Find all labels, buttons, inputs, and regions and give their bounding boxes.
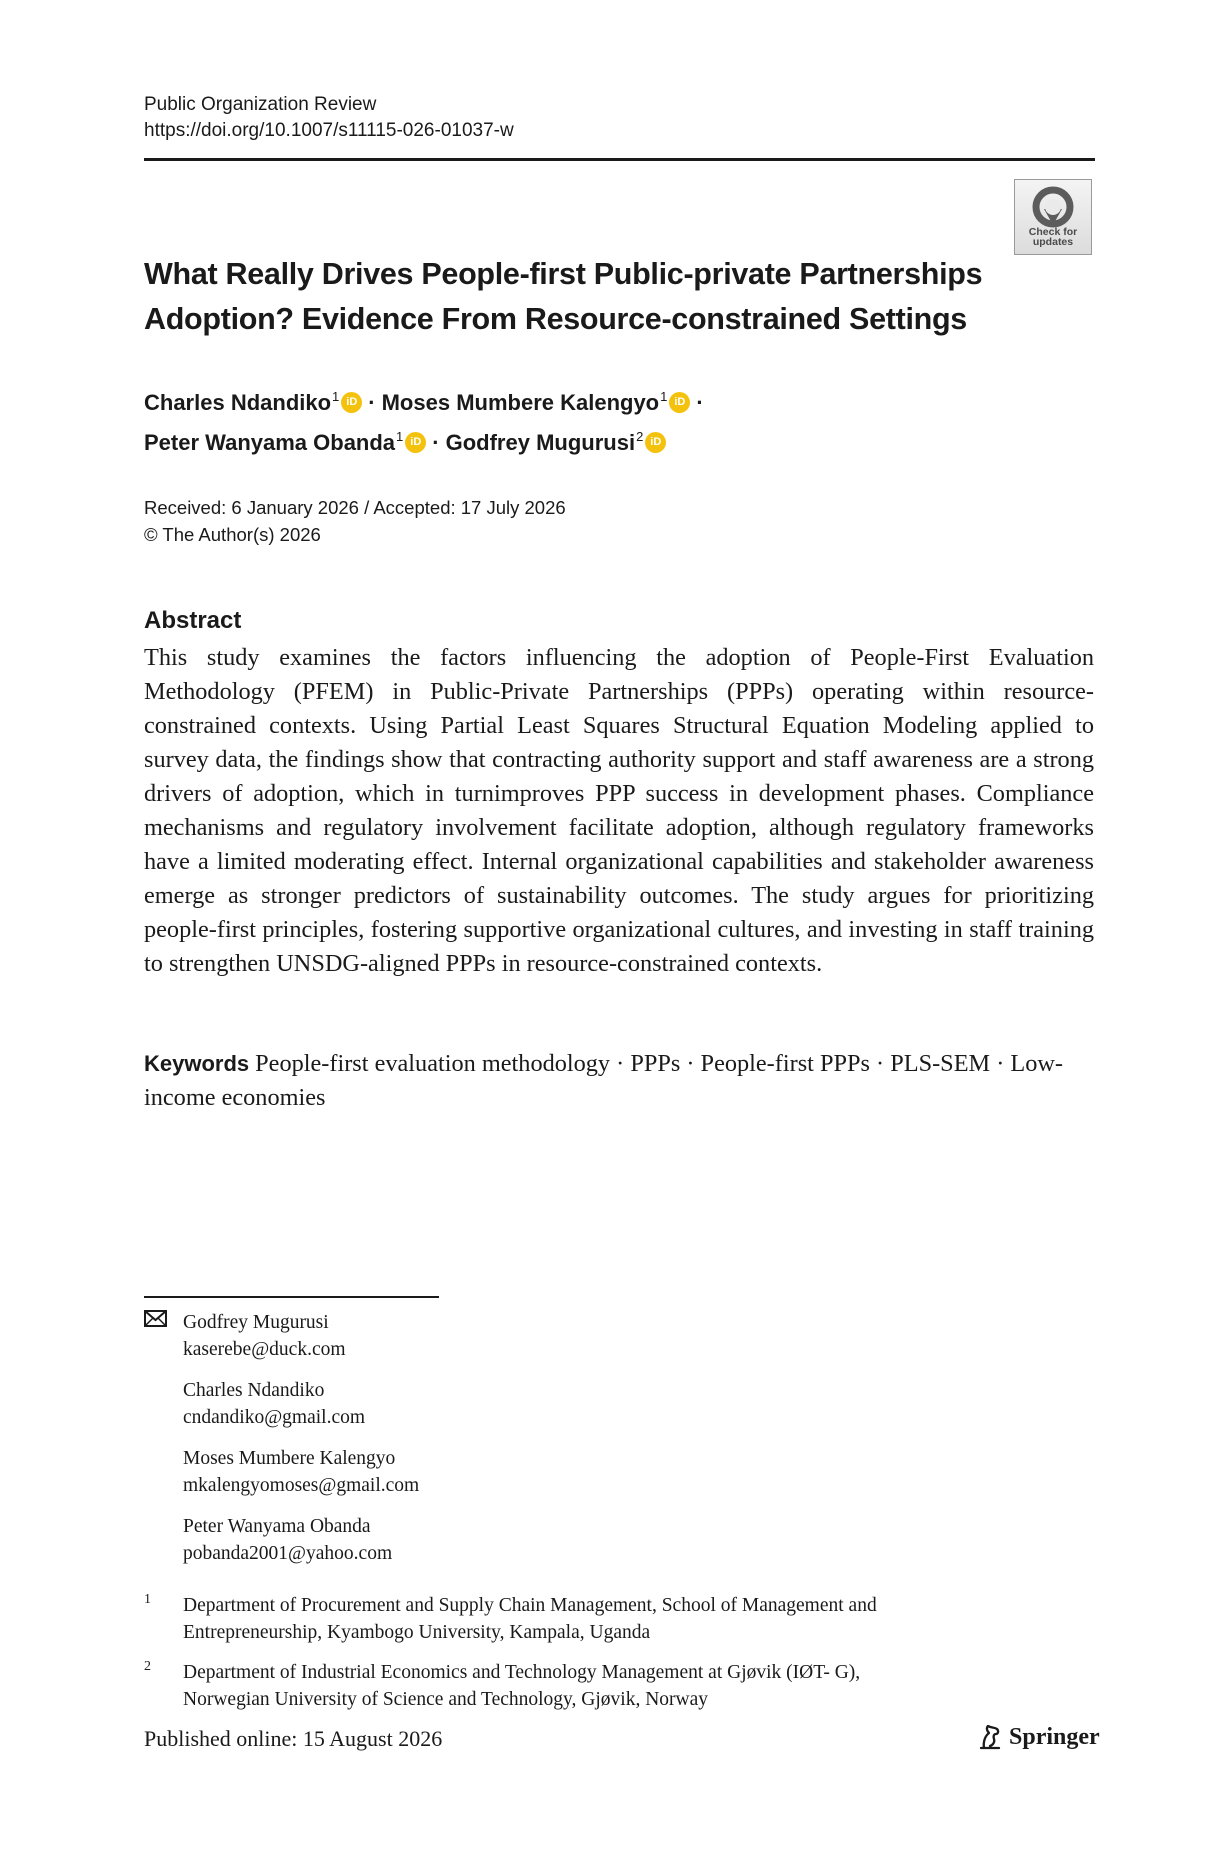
check-for-updates-icon: [1032, 186, 1074, 228]
author-1[interactable]: Charles Ndandiko$^1$ iD: [144, 390, 362, 415]
author-separator: ·: [368, 390, 376, 415]
contact-name: Peter Wanyama Obanda: [183, 1516, 371, 1537]
publisher-logo: Springer: [1009, 1724, 1100, 1750]
doi-link[interactable]: https://doi.org/10.1007/s11115-026-01037-w: [144, 120, 514, 141]
orcid-icon[interactable]: iD: [405, 432, 426, 453]
received-accepted: Received: 6 January 2026 / Accepted: 17 July 2026: [144, 497, 566, 518]
article-dates: [144, 494, 566, 548]
author-4[interactable]: Godfrey Mugurusi$^2$ iD: [446, 430, 667, 455]
journal-name: Public Organization Review: [144, 94, 377, 115]
contact-4: [183, 1513, 392, 1567]
contact-email[interactable]: kaserebe@duck.com: [183, 1339, 346, 1360]
author-separator: ·: [696, 390, 704, 415]
keywords: [144, 1047, 1094, 1115]
orcid-icon[interactable]: iD: [645, 432, 666, 453]
affiliation-number: 1: [144, 1592, 151, 1607]
abstract-text: This study examines the factors influencing the adoption of People-First Evaluation Methodology (PFEM) in Public-Private Partnerships (PPPs) operating within resource-constrained contexts. Using Partial Least Squares Structural Equation Modeling applied to survey data, the findings show that contracting authority support and staff awareness are a strong drivers of adoption, which in turnimproves PPP success in development phases. Compliance mechanisms and regulatory involvement facilitate adoption, although regulatory frameworks have a limited moderating effect. Internal organizational capabilities and stakeholder awareness emerge as stronger predictors of sustainability outcomes. The study argues for prioritizing people-first principles, fostering supportive organizational cultures, and investing in staff training to strengthen UNSDG-aligned PPPs in resource-constrained contexts.: [144, 644, 1094, 977]
contact-email[interactable]: mkalengyomoses@gmail.com: [183, 1475, 420, 1496]
keywords-text: People-first evaluation methodology · PPPs · People-first PPPs · PLS-SEM · Low-income economies: [144, 1050, 1064, 1111]
copyright: © The Author(s) 2026: [144, 524, 321, 545]
abstract-heading: Abstract: [144, 607, 242, 634]
article-title: What Really Drives People-first Public-private Partnerships Adoption? Evidence From Resource-constrained Settings: [144, 257, 983, 336]
journal-header: [144, 92, 514, 144]
contact-email[interactable]: cndandiko@gmail.com: [183, 1407, 366, 1428]
contact-3: [183, 1445, 419, 1499]
envelope-icon[interactable]: [144, 1310, 167, 1327]
contact-name: Charles Ndandiko: [183, 1380, 325, 1401]
orcid-icon[interactable]: iD: [669, 392, 690, 413]
check-for-updates-badge[interactable]: [1014, 179, 1092, 255]
affiliation-2: Department of Industrial Economics and Technology Management at Gjøvik (IØT- G), Norwegian University of Science and Technology, Gjøvik, Norway: [183, 1662, 861, 1710]
keywords-label: Keywords: [144, 1051, 250, 1076]
contact-corresponding: [183, 1309, 346, 1363]
author-2[interactable]: Moses Mumbere Kalengyo$^1$ iD: [382, 390, 691, 415]
contact-email[interactable]: pobanda2001@yahoo.com: [183, 1543, 393, 1564]
badge-label: Check for updates: [1028, 226, 1078, 248]
author-3[interactable]: Peter Wanyama Obanda$^1$ iD: [144, 430, 426, 455]
author-list: [144, 380, 1044, 460]
footnote-rule: [144, 1296, 439, 1298]
published-online: Published online: 15 August 2026: [144, 1726, 443, 1751]
header-rule: [144, 158, 1095, 161]
contact-name: Godfrey Mugurusi: [183, 1312, 329, 1333]
orcid-icon[interactable]: iD: [341, 392, 362, 413]
contact-2: [183, 1377, 365, 1431]
springer-horse-icon: [975, 1722, 1005, 1752]
contact-name: Moses Mumbere Kalengyo: [183, 1448, 396, 1469]
author-separator: ·: [432, 430, 440, 455]
affiliation-1: Department of Procurement and Supply Chain Management, School of Management and Entrepreneurship, Kyambogo University, Kampala, Uganda: [183, 1595, 877, 1643]
affiliation-number: 2: [144, 1659, 151, 1674]
